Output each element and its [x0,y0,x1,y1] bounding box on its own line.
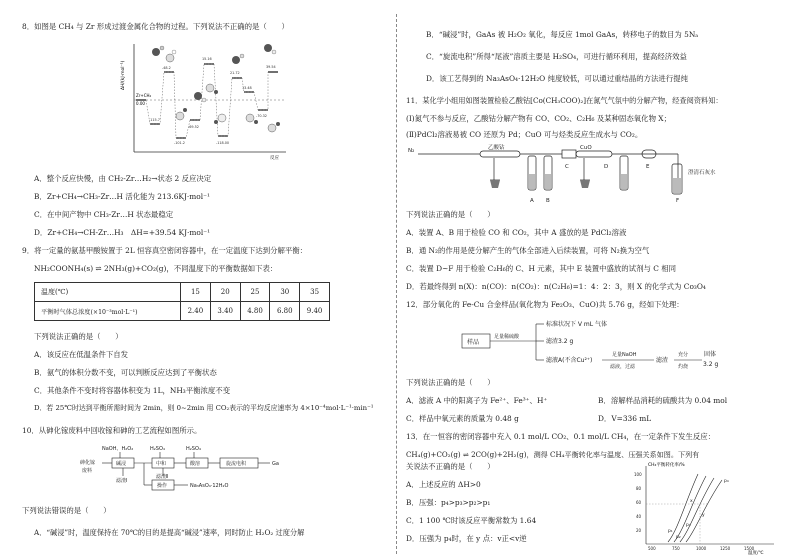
q8-val-6: -118.00 [216,141,230,145]
q10-feed-2: 废料 [82,468,93,474]
q10-step: 操作 [157,483,168,489]
q12-opt-c[interactable]: C．样品中氧元素的质量为 0.48 g [406,414,519,423]
q12-burn: 充分 [678,352,689,358]
q10-product: Ga [272,461,279,467]
q9-data-table [34,282,330,321]
q13-point-y: y [702,513,705,518]
q13-opt-c[interactable]: C．1 100 ℃时该反应平衡常数为 1.64 [406,516,537,525]
q13-ytick: 100 [634,472,642,477]
table-row [35,283,330,302]
q11-ask: 下列说法正确的是（ ） [406,210,495,219]
q8-val-9: -70.32 [256,114,267,118]
table-row [35,302,330,321]
q13-conversion-graph [628,460,778,556]
q12-ask: 下列说法正确的是（ ） [406,378,495,387]
table-cell: 25 [240,283,270,302]
q9-opt-a[interactable]: A．该反应在低温条件下自发 [34,350,129,359]
q13-label-p4: p₄ [724,479,729,484]
q11-limewater: 澄清石灰水 [688,170,716,176]
q9-stem: 9．将一定量的氨基甲酸铵置于 2L 恒容真空密闭容器中，在一定温度下达到分解平衡： [22,246,308,255]
q12-op: 滤液，过滤 [610,364,636,370]
q10-box-2: 中和 [156,461,167,467]
q10-box-1: 碱浸 [116,461,127,467]
q11-n2-label: N₂ [408,148,415,154]
table-cell: 2.40 [181,302,211,321]
q10-flowchart [80,444,320,494]
table-cell: 20 [210,283,240,302]
q13-label-p1: p₁ [668,529,673,534]
q13-ytick: 60 [636,500,642,505]
q13-curve-p2 [674,476,706,542]
q11-apparatus [408,144,716,206]
q12-residue2: 滤渣 [656,357,669,364]
q10-reagent-3: H₂SO₄ [186,446,201,452]
q13-xlabel: 温度/℃ [748,551,764,556]
table-cell: 6.80 [270,302,300,321]
q10-residue-1: 滤渣Ⅰ [116,478,128,484]
q11-label-b: B [546,198,550,204]
q8-zero-label: 0.00 [136,101,145,106]
q13-opt-b[interactable]: B．压强：p₄>p₃>p₂>p₁ [406,498,491,507]
table-header-temp: 温度(℃) [35,283,181,302]
q9-opt-b[interactable]: B．氨气的体积分数不变，可以判断反应达到了平衡状态 [34,368,217,377]
q13-ytick: 40 [636,514,642,519]
q8-opt-b[interactable]: B．Zr+CH₄→CH₃-Zr…H 活化能为 213.6KJ·mol⁻¹ [34,192,210,201]
q9-equation: NH₂COONH₄(s) ⇌ 2NH₃(g)+CO₂(g)，不同温度下的平衡数据如下表： [34,264,278,273]
q12-stem: 12．部分氧化的 Fe-Cu 合金样品(氧化物为 Fe₂O₃、CuO)共 5.76 g，经如下处理： [406,300,684,309]
q13-xtick: 1000 [696,546,707,551]
q13-ask: 关说法不正确的是（ ） [406,462,495,471]
q13-label-p2: p₂ [676,535,681,540]
q9-opt-d[interactable]: D．若 25℃时达到平衡所需时间为 2min，则 0~2min 用 CO₂表示的平均反应速率为 4×10⁻⁴mol·L⁻¹·min⁻¹ [34,404,374,412]
q12-sample: 样品 [467,339,480,346]
q8-val-1: -115.7 [149,118,160,122]
q10-opt-a[interactable]: A．“碱浸”时，温度保持在 70℃的目的是提高“碱浸”速率，同时防止 H₂O₂ 过度分解 [34,528,305,537]
q8-xlabel: 反应 [270,156,279,161]
q10-opt-c[interactable]: C．“旋流电积”所得“尾液”溶质主要是 H₂SO₄，可进行循环利用，提高经济效益 [426,52,687,61]
left-column [0,0,395,560]
q8-val-8: 13.48 [242,86,252,90]
q13-curve-p3 [680,478,714,542]
q13-stem: 13．在一恒容的密闭容器中充入 0.1 mol/L CO₂、0.1 mol/L CH₄，在一定条件下发生反应： [406,432,715,441]
q8-start-label: Zr+CH₄ [136,93,152,98]
q13-xtick: 1250 [720,546,731,551]
table-cell: 3.40 [210,302,240,321]
q12-flowchart [462,316,722,372]
q9-ask: 下列说法正确的是（ ） [34,332,123,341]
q12-opt-a[interactable]: A．滤液 A 中的阳离子为 Fe²⁺、Fe³⁺、H⁺ [406,396,548,405]
q8-val-2: -48.2 [162,66,171,70]
q12-opt-b[interactable]: B．溶解样品消耗的硫酸共为 0.04 mol [598,396,728,405]
q11-cuo-label: CuO [580,145,592,151]
q8-opt-a[interactable]: A．整个反应快慢，由 CH₂-Zr…H₂→状态 2 反应决定 [34,174,212,183]
q9-opt-c[interactable]: C．其他条件不变时将容器体积变为 1L，NH₃平衡浓度不变 [34,386,231,395]
q10-residue-2: 滤渣Ⅱ [156,474,169,480]
q12-acid: 足量稀硫酸 [494,334,520,340]
q11-stem: 11．某化学小组用如图装置检验乙酸钴[Co(CH₃COO)₂]在氮气气氛中的分解产物，经查阅资料知： [406,96,723,105]
q8-ylabel: ΔH/(kJ·mol⁻¹) [121,60,126,90]
q13-label-p3: p₃ [686,523,691,528]
right-column [398,0,794,560]
q10-feed-1: 砷化镓 [80,460,96,466]
q12-naoh: 足量NaOH [612,352,637,358]
q12-mass: 3.2 g [703,361,719,368]
q11-opt-b[interactable]: B．通 N₂的作用是使分解产生的气体全部进入后续装置，可将 N₂换为空气 [406,246,650,255]
q11-sample-label: 乙酸钴 [488,145,505,151]
q10-stem: 10．从砷化镓废料中回收镓和砷的工艺流程如图所示。 [22,426,202,435]
q13-ylabel: CH₄平衡转化率/% [648,463,685,468]
q10-opt-b[interactable]: B．“碱浸”时，GaAs 被 H₂O₂ 氧化，每反应 1mol GaAs，转移电子的数目为 5Nₐ [426,30,699,39]
q8-val-4: -69.52 [188,125,199,129]
q13-ytick: 80 [636,486,642,491]
q13-opt-a[interactable]: A．上述反应的 ΔH>0 [406,480,481,489]
q10-box-4: 旋流电积 [226,461,247,467]
q12-filtrate: 滤液A(不含Cu²⁺) [546,357,593,364]
q12-solid: 固体 [704,351,717,358]
q8-opt-d[interactable]: D．Zr+CH₄→CH-Zr…H₃ ΔH=+39.54 KJ·mol⁻¹ [34,228,211,237]
table-cell: 35 [300,283,330,302]
q8-stem: 8．如图是 CH₄ 与 Zr 形成过渡金属化合物的过程。下列说法不正确的是（ ） [22,22,289,31]
q13-xtick: 750 [672,546,680,551]
q8-val-10: 39.54 [266,65,276,69]
q12-burn2: 灼烧 [678,364,689,370]
q8-val-5: 15.16 [202,57,212,61]
q10-reagent-2: H₂SO₄ [150,446,165,452]
q13-ytick: 20 [636,528,642,533]
q11-info-1: (Ⅰ)氮气不参与反应，乙酸钴分解产物有 CO、CO₂、C₂H₆ 及某种固态氧化物 X； [406,114,671,123]
q8-energy-diagram [118,38,290,162]
q10-reagent-1: NaOH、H₂O₂ [102,446,134,452]
table-cell: 4.80 [240,302,270,321]
q10-box-3: 酸溶 [190,461,201,467]
table-cell: 15 [181,283,211,302]
q11-label-e: E [646,164,650,170]
q11-label-a: A [530,198,534,204]
column-divider [396,14,397,554]
q8-opt-c[interactable]: C．在中间产物中 CH₃-Zr…H 状态最稳定 [34,210,174,219]
q13-xtick: 500 [648,546,656,551]
table-cell: 9.40 [300,302,330,321]
q8-val-3: -101.2 [174,141,185,145]
q13-opt-d[interactable]: D．压强为 p₄时，在 y 点：v正<v逆 [406,534,527,543]
q11-label-d: D [604,164,609,170]
q11-opt-c[interactable]: C．装置 D~F 用于检验 C₂H₆的 C、H 元素，其中 E 装置中盛放的试剂与 C 相同 [406,264,676,273]
q12-gas: 标准状况下 V mL 气体 [546,321,608,328]
table-cell: 30 [270,283,300,302]
q10-ask: 下列说法错误的是（ ） [22,506,111,515]
q11-label-f: F [676,198,680,204]
q8-val-7: 21.72 [230,71,240,75]
q13-equation: CH₄(g)+CO₂(g) ⇌ 2CO(g)+2H₂(g)，测得 CH₄平衡转化率与温度、压强关系如图。下列有 [406,450,700,459]
q11-opt-d[interactable]: D．若最终得到 n(X)：n(CO)：n(CO₂)：n(C₂H₆)=1：4：2：3，则 X 的化学式为 Co₃O₄ [406,282,706,291]
table-header-conc: 平衡时气体总浓度(×10⁻³mol·L⁻¹) [35,302,181,321]
q10-opt-d[interactable]: D．该工艺得到的 Na₃AsO₄·12H₂O 纯度较低，可以通过重结晶的方法进行提纯 [426,74,688,83]
q13-point-x: x [690,499,693,504]
q11-opt-a[interactable]: A．装置 A、B 用于检验 CO 和 CO₂，其中 A 盛放的是 PdCl₂溶液 [406,228,627,237]
q12-residue: 滤渣3.2 g [546,338,574,345]
q11-info-2: (Ⅱ)PdCl₂溶液易被 CO 还原为 Pd；CuO 可与烃类反应生成水与 CO₂。 [406,130,643,139]
q13-xtick: 1500 [744,546,755,551]
q12-opt-d[interactable]: D．V=336 mL [598,414,652,423]
q10-final: Na₃AsO₄·12H₂O [190,483,229,489]
q11-label-c: C [565,164,569,170]
